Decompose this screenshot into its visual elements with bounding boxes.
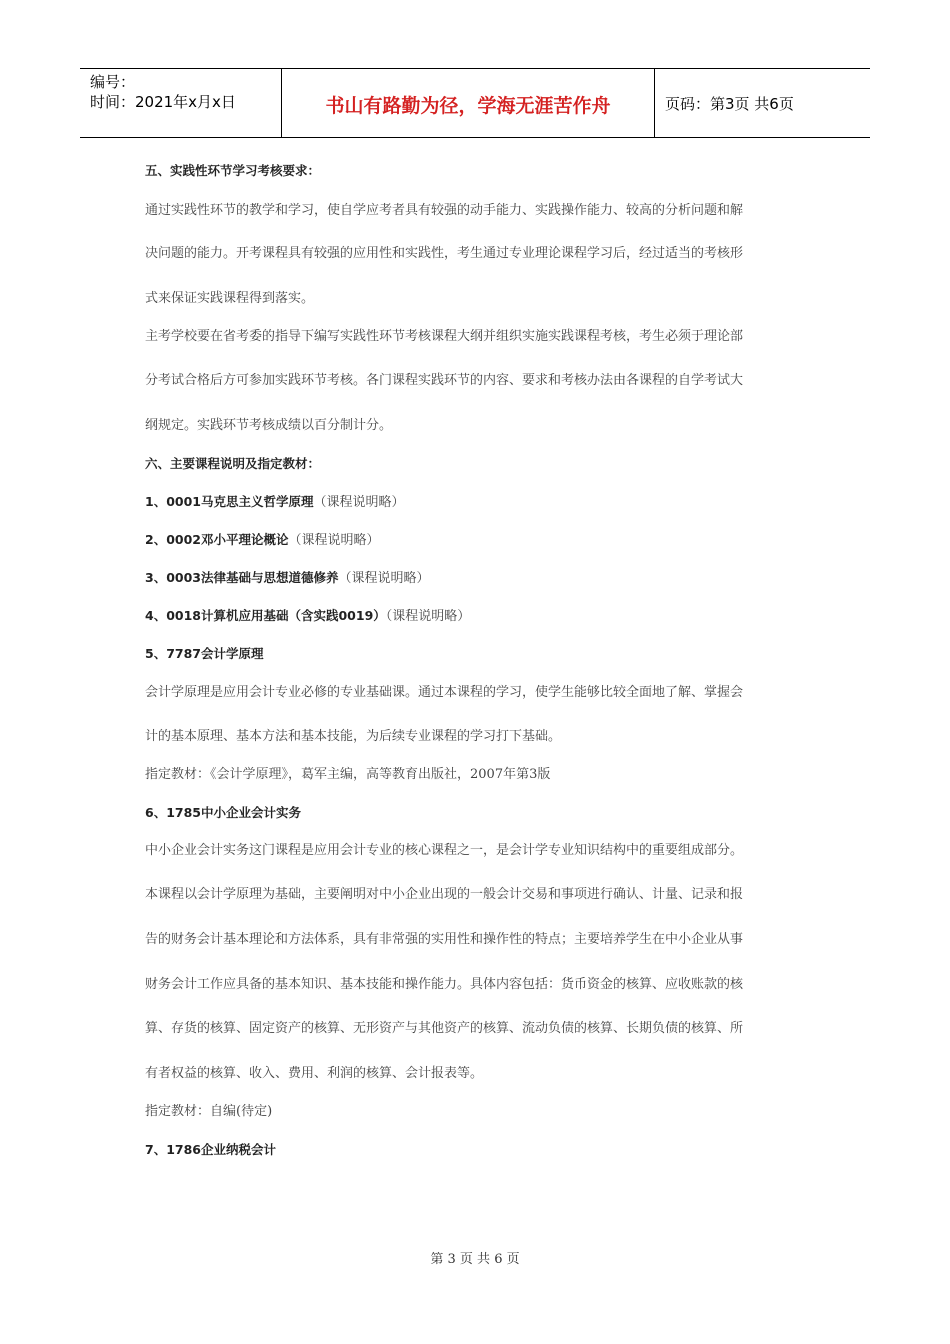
page-footer: 第 3 页 共 6 页 <box>430 1252 520 1267</box>
course-note: （课程说明略） <box>338 571 430 586</box>
course-title: 2、0002邓小平理论概论 <box>145 532 289 547</box>
course-title: 4、0018计算机应用基础（含实践0019） <box>145 608 386 623</box>
course-title: 6、1785中小企业会计实务 <box>145 805 301 820</box>
course-item <box>145 608 470 625</box>
paragraph-line: 式来保证实践课程得到落实。 <box>145 291 315 306</box>
paragraph-line: 计的基本原理、基本方法和基本技能，为后续专业课程的学习打下基础。 <box>145 729 562 744</box>
paragraph-line: 财务会计工作应具备的基本知识、基本技能和操作能力。具体内容包括：货币资金的核算、应收账款的核 <box>145 977 744 992</box>
paragraph-line: 告的财务会计基本理论和方法体系，具有非常强的实用性和操作性的特点；主要培养学生在中小企业从事 <box>145 932 744 947</box>
course-item <box>145 570 430 587</box>
course-note: （课程说明略） <box>288 533 380 548</box>
paragraph-line: 会计学原理是应用会计专业必修的专业基础课。通过本课程的学习，使学生能够比较全面地了解、掌握会 <box>145 685 744 700</box>
course-title: 5、7787会计学原理 <box>145 646 264 661</box>
header-info-cell <box>80 69 282 137</box>
header-page-cell <box>655 69 870 137</box>
course-title: 1、0001马克思主义哲学原理 <box>145 494 314 509</box>
section-6-heading: 六、主要课程说明及指定教材： <box>145 456 321 471</box>
course-item <box>145 532 380 549</box>
course-item <box>145 494 405 511</box>
document-time-label: 时间：2021年x月x日 <box>90 93 236 111</box>
paragraph-line: 分考试合格后方可参加实践环节考核。各门课程实践环节的内容、要求和考核办法由各课程的自学考试大 <box>145 373 744 388</box>
paragraph-line: 本课程以会计学原理为基础，主要阐明对中小企业出现的一般会计交易和事项进行确认、计量、记录和报 <box>145 887 744 902</box>
page-header <box>80 68 870 138</box>
document-number-label: 编号： <box>90 73 136 91</box>
header-page-code: 页码：第3页 共6页 <box>665 95 794 113</box>
header-motto-cell <box>282 69 655 137</box>
course-title: 3、0003法律基础与思想道德修养 <box>145 570 339 585</box>
header-motto: 书山有路勤为径，学海无涯苦作舟 <box>325 95 611 117</box>
paragraph-line: 有者权益的核算、收入、费用、利润的核算、会计报表等。 <box>145 1066 484 1081</box>
paragraph-line: 主考学校要在省考委的指导下编写实践性环节考核课程大纲并组织实施实践课程考核，考生必须于理论部 <box>145 329 744 344</box>
course-title: 7、1786企业纳税会计 <box>145 1142 276 1157</box>
paragraph-line: 中小企业会计实务这门课程是应用会计专业的核心课程之一，是会计学专业知识结构中的重要组成部分。 <box>145 843 744 858</box>
section-5-heading: 五、实践性环节学习考核要求： <box>145 163 321 178</box>
paragraph-line: 通过实践性环节的教学和学习，使自学应考者具有较强的动手能力、实践操作能力、较高的分析问题和解 <box>145 203 744 218</box>
textbook-line: 指定教材：《会计学原理》，葛军主编，高等教育出版社，2007年第3版 <box>145 767 551 782</box>
course-note: （课程说明略） <box>313 495 405 510</box>
paragraph-line: 决问题的能力。开考课程具有较强的应用性和实践性，考生通过专业理论课程学习后，经过适当的考核形 <box>145 246 744 261</box>
paragraph-line: 纲规定。实践环节考核成绩以百分制计分。 <box>145 418 393 433</box>
course-note: （课程说明略） <box>385 609 471 624</box>
textbook-line: 指定教材：自编(待定) <box>145 1104 273 1119</box>
paragraph-line: 算、存货的核算、固定资产的核算、无形资产与其他资产的核算、流动负债的核算、长期负债的核算、所 <box>145 1021 744 1036</box>
